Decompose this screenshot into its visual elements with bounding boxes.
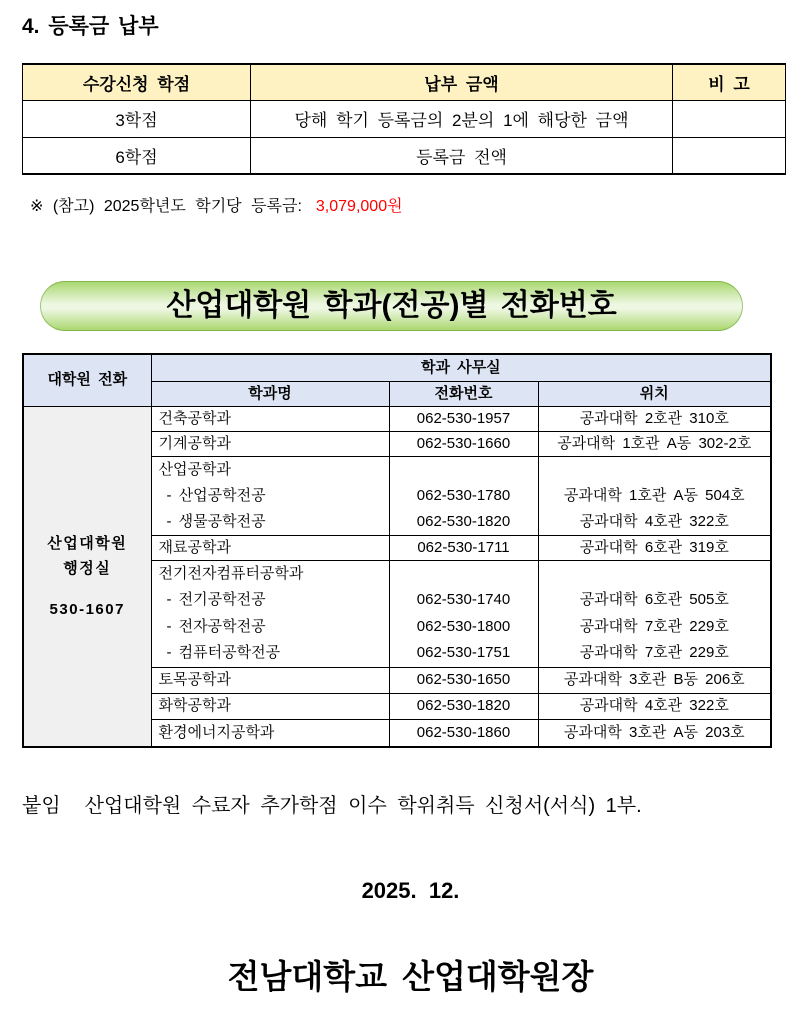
major-phone: 062-530-1751 (416, 644, 511, 661)
location-column-header: 위치 (538, 381, 771, 406)
signatory: 전남대학교 산업대학원장 (227, 958, 594, 995)
attachment-line (22, 792, 642, 820)
credits-cell: 6학점 (23, 137, 251, 174)
department-location: 공과대학 6호관 319호 (538, 535, 771, 560)
credits-cell: 3학점 (23, 100, 251, 137)
department-phone: 062-530-1660 (389, 431, 538, 456)
major-phone: 062-530-1740 (416, 591, 511, 608)
major-location: 공과대학 1호관 A동 504호 (563, 486, 745, 504)
banner-title: 산업대학원 학과(전공)별 전화번호 (166, 289, 617, 322)
phone-header-row (23, 354, 771, 381)
major-location: 공과대학 4호관 322호 (579, 512, 729, 530)
major-locations (538, 560, 771, 667)
tuition-note (30, 194, 403, 220)
tuition-note-text: ※ (참고) 2025학년도 학기당 등록금: (30, 198, 302, 215)
department-location: 공과대학 3호관 B동 206호 (538, 667, 771, 693)
phone-column-header: 전화번호 (389, 381, 538, 406)
office-name-line: 산업대학원 (47, 534, 128, 552)
department-name: 전기전자컴퓨터공학과 (158, 564, 304, 582)
note-column-header: 비 고 (673, 64, 786, 100)
major-phones (389, 456, 538, 535)
department-phone: 062-530-1957 (389, 406, 538, 431)
blank-line (396, 457, 532, 483)
major-name: - 생물공학전공 (166, 512, 266, 530)
major-name: - 컴퓨터공학전공 (166, 644, 281, 661)
major-name: - 전자공학전공 (166, 617, 266, 635)
blank-line (30, 581, 145, 597)
attachment-label: 붙임 (22, 795, 61, 817)
department-location: 공과대학 4호관 322호 (538, 693, 771, 719)
blank-line (545, 457, 765, 483)
major-name: - 전기공학전공 (166, 591, 266, 608)
amount-cell: 등록금 전액 (251, 137, 673, 174)
department-group (151, 560, 389, 667)
department-location: 공과대학 2호관 310호 (538, 406, 771, 431)
department-phone: 062-530-1860 (389, 719, 538, 747)
office-name-line: 행정실 (63, 559, 112, 577)
department-name: 재료공학과 (151, 535, 389, 560)
blank-line (396, 561, 532, 588)
department-location: 공과대학 1호관 A동 302-2호 (538, 431, 771, 456)
payment-row (23, 100, 786, 137)
major-phone: 062-530-1820 (416, 512, 511, 530)
section-heading: 4. 등록금 납부 (22, 15, 159, 38)
blank-line (545, 561, 765, 588)
major-location: 공과대학 6호관 505호 (579, 591, 729, 608)
department-phone: 062-530-1711 (389, 535, 538, 560)
office-phone: 530-1607 (49, 600, 125, 618)
department-name: 화학공학과 (151, 693, 389, 719)
payment-row (23, 137, 786, 174)
department-name: 기계공학과 (151, 431, 389, 456)
tuition-payment-table (22, 63, 786, 175)
section-banner (40, 281, 743, 331)
department-office-header: 학과 사무실 (151, 354, 771, 381)
payment-table-body (23, 100, 786, 174)
major-location: 공과대학 7호관 229호 (579, 617, 729, 635)
major-locations (538, 456, 771, 535)
department-name: 건축공학과 (151, 406, 389, 431)
graduate-office-cell (23, 406, 151, 747)
department-name: 토목공학과 (151, 667, 389, 693)
tuition-amount: 3,079,000원 (315, 198, 403, 215)
department-location: 공과대학 3호관 A동 203호 (538, 719, 771, 747)
credits-column-header: 수강신청 학점 (23, 64, 251, 100)
amount-column-header: 납부 금액 (251, 64, 673, 100)
department-name-column-header: 학과명 (151, 381, 389, 406)
department-phone: 062-530-1650 (389, 667, 538, 693)
major-phones (389, 560, 538, 667)
payment-table-header (23, 64, 786, 100)
department-phone-table (22, 353, 772, 748)
graduate-phone-header: 대학원 전화 (23, 354, 151, 406)
amount-cell: 당해 학기 등록금의 2분의 1에 해당한 금액 (251, 100, 673, 137)
note-cell (673, 100, 786, 137)
major-phone: 062-530-1800 (416, 617, 511, 635)
payment-header-row (23, 64, 786, 100)
document-date: 2025. 12. (361, 878, 460, 903)
department-group (151, 456, 389, 535)
major-location: 공과대학 7호관 229호 (579, 644, 729, 661)
major-name: - 산업공학전공 (166, 486, 266, 504)
phone-table-header (23, 354, 771, 406)
phone-table-body (23, 406, 771, 747)
department-name: 산업공학과 (158, 460, 231, 478)
department-name: 환경에너지공학과 (151, 719, 389, 747)
department-phone: 062-530-1820 (389, 693, 538, 719)
department-row (23, 406, 771, 431)
note-cell (673, 137, 786, 174)
major-phone: 062-530-1780 (416, 486, 511, 504)
attachment-text: 산업대학원 수료자 추가학점 이수 학위취득 신청서(서식) 1부. (84, 795, 642, 817)
